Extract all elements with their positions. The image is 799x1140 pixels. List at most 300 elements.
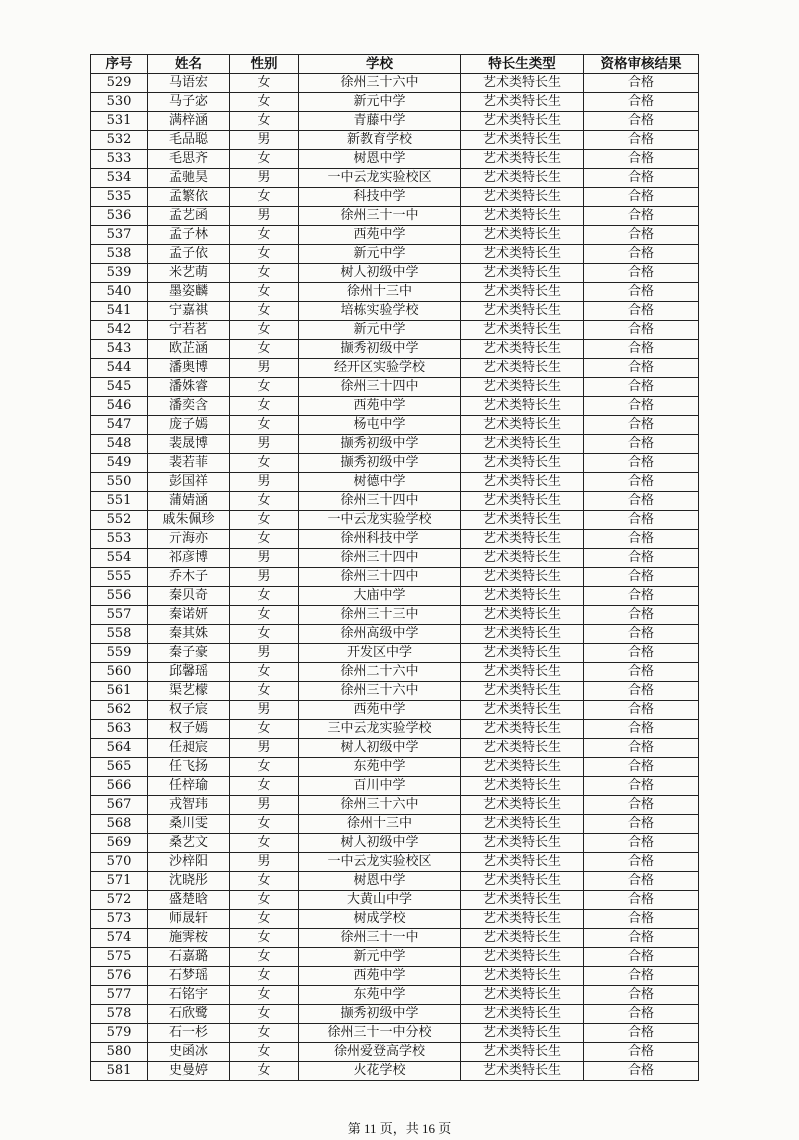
- cell-gender: 男: [230, 435, 299, 454]
- table-row: [91, 416, 699, 435]
- cell-gender: 女: [230, 454, 299, 473]
- cell-gender: 女: [230, 967, 299, 986]
- cell-school: 树人初级中学: [299, 739, 461, 758]
- cell-specialty-type: 艺术类特长生: [461, 853, 584, 872]
- table-row: [91, 359, 699, 378]
- cell-review-result: 合格: [584, 435, 699, 454]
- table-row: [91, 1024, 699, 1043]
- cell-school: 徐州十三中: [299, 283, 461, 302]
- cell-school: 徐州三十六中: [299, 796, 461, 815]
- cell-gender: 女: [230, 1005, 299, 1024]
- cell-name: 宁若茗: [148, 321, 230, 340]
- cell-review-result: 合格: [584, 625, 699, 644]
- table-row: [91, 93, 699, 112]
- cell-index: 535: [91, 188, 148, 207]
- cell-specialty-type: 艺术类特长生: [461, 929, 584, 948]
- cell-school: 开发区中学: [299, 644, 461, 663]
- cell-gender: 男: [230, 207, 299, 226]
- cell-specialty-type: 艺术类特长生: [461, 435, 584, 454]
- cell-index: 570: [91, 853, 148, 872]
- table-row: [91, 302, 699, 321]
- cell-name: 毛思齐: [148, 150, 230, 169]
- table-row: [91, 587, 699, 606]
- cell-specialty-type: 艺术类特长生: [461, 264, 584, 283]
- cell-school: 三中云龙实验学校: [299, 720, 461, 739]
- cell-gender: 女: [230, 872, 299, 891]
- cell-index: 552: [91, 511, 148, 530]
- cell-school: 西苑中学: [299, 226, 461, 245]
- header-school: 学校: [299, 55, 461, 74]
- cell-specialty-type: 艺术类特长生: [461, 131, 584, 150]
- cell-gender: 女: [230, 606, 299, 625]
- cell-specialty-type: 艺术类特长生: [461, 815, 584, 834]
- table-row: [91, 758, 699, 777]
- cell-specialty-type: 艺术类特长生: [461, 910, 584, 929]
- cell-specialty-type: 艺术类特长生: [461, 587, 584, 606]
- cell-gender: 女: [230, 321, 299, 340]
- cell-review-result: 合格: [584, 226, 699, 245]
- cell-index: 557: [91, 606, 148, 625]
- table-row: [91, 473, 699, 492]
- cell-specialty-type: 艺术类特长生: [461, 891, 584, 910]
- cell-school: 徐州三十一中: [299, 929, 461, 948]
- table-row: [91, 739, 699, 758]
- cell-name: 秦其姝: [148, 625, 230, 644]
- table-row: [91, 321, 699, 340]
- cell-gender: 女: [230, 1024, 299, 1043]
- cell-index: 565: [91, 758, 148, 777]
- table-row: [91, 929, 699, 948]
- table-row: [91, 207, 699, 226]
- cell-specialty-type: 艺术类特长生: [461, 644, 584, 663]
- cell-index: 534: [91, 169, 148, 188]
- cell-name: 桑艺文: [148, 834, 230, 853]
- table-row: [91, 188, 699, 207]
- cell-specialty-type: 艺术类特长生: [461, 492, 584, 511]
- cell-specialty-type: 艺术类特长生: [461, 1043, 584, 1062]
- cell-specialty-type: 艺术类特长生: [461, 625, 584, 644]
- table-row: [91, 834, 699, 853]
- cell-review-result: 合格: [584, 150, 699, 169]
- cell-specialty-type: 艺术类特长生: [461, 986, 584, 1005]
- cell-name: 孟繁依: [148, 188, 230, 207]
- cell-name: 石梦瑶: [148, 967, 230, 986]
- cell-review-result: 合格: [584, 644, 699, 663]
- header-specialty-type: 特长生类型: [461, 55, 584, 74]
- page-footer: 第 11 页，共 16 页: [347, 1121, 452, 1136]
- cell-review-result: 合格: [584, 967, 699, 986]
- cell-review-result: 合格: [584, 264, 699, 283]
- cell-review-result: 合格: [584, 739, 699, 758]
- cell-gender: 女: [230, 378, 299, 397]
- cell-specialty-type: 艺术类特长生: [461, 416, 584, 435]
- table-row: [91, 1062, 699, 1081]
- cell-specialty-type: 艺术类特长生: [461, 720, 584, 739]
- cell-index: 532: [91, 131, 148, 150]
- cell-review-result: 合格: [584, 682, 699, 701]
- cell-name: 满梓涵: [148, 112, 230, 131]
- cell-specialty-type: 艺术类特长生: [461, 834, 584, 853]
- cell-gender: 男: [230, 568, 299, 587]
- table-row: [91, 492, 699, 511]
- table-row: [91, 74, 699, 93]
- cell-school: 徐州高级中学: [299, 625, 461, 644]
- table-row: [91, 720, 699, 739]
- cell-specialty-type: 艺术类特长生: [461, 245, 584, 264]
- cell-gender: 女: [230, 530, 299, 549]
- cell-school: 大黄山中学: [299, 891, 461, 910]
- cell-name: 邱馨瑶: [148, 663, 230, 682]
- table-row: [91, 644, 699, 663]
- cell-name: 任梓瑜: [148, 777, 230, 796]
- cell-school: 西苑中学: [299, 967, 461, 986]
- cell-index: 529: [91, 74, 148, 93]
- table-row: [91, 606, 699, 625]
- cell-school: 撷秀初级中学: [299, 435, 461, 454]
- cell-name: 渠艺檬: [148, 682, 230, 701]
- cell-specialty-type: 艺术类特长生: [461, 359, 584, 378]
- cell-gender: 女: [230, 777, 299, 796]
- cell-review-result: 合格: [584, 1062, 699, 1081]
- cell-index: 580: [91, 1043, 148, 1062]
- cell-index: 543: [91, 340, 148, 359]
- header-index: 序号: [91, 55, 148, 74]
- cell-index: 547: [91, 416, 148, 435]
- cell-name: 祁彦博: [148, 549, 230, 568]
- cell-gender: 女: [230, 758, 299, 777]
- cell-name: 任昶宸: [148, 739, 230, 758]
- table-row: [91, 1005, 699, 1024]
- cell-gender: 女: [230, 340, 299, 359]
- cell-specialty-type: 艺术类特长生: [461, 378, 584, 397]
- cell-gender: 女: [230, 283, 299, 302]
- cell-specialty-type: 艺术类特长生: [461, 1024, 584, 1043]
- cell-review-result: 合格: [584, 758, 699, 777]
- table-row: [91, 663, 699, 682]
- cell-name: 彭国祥: [148, 473, 230, 492]
- table-row: [91, 283, 699, 302]
- cell-school: 树成学校: [299, 910, 461, 929]
- cell-school: 火花学校: [299, 1062, 461, 1081]
- table-row: [91, 530, 699, 549]
- cell-index: 545: [91, 378, 148, 397]
- cell-index: 576: [91, 967, 148, 986]
- cell-review-result: 合格: [584, 416, 699, 435]
- cell-school: 徐州三十六中: [299, 682, 461, 701]
- cell-name: 石欣鹭: [148, 1005, 230, 1024]
- cell-review-result: 合格: [584, 321, 699, 340]
- cell-name: 史函冰: [148, 1043, 230, 1062]
- cell-school: 大庙中学: [299, 587, 461, 606]
- cell-specialty-type: 艺术类特长生: [461, 682, 584, 701]
- cell-gender: 女: [230, 511, 299, 530]
- table-row: [91, 340, 699, 359]
- cell-name: 盛楚晗: [148, 891, 230, 910]
- cell-index: 571: [91, 872, 148, 891]
- cell-specialty-type: 艺术类特长生: [461, 207, 584, 226]
- cell-gender: 男: [230, 853, 299, 872]
- cell-name: 宁嘉祺: [148, 302, 230, 321]
- cell-name: 权子嫣: [148, 720, 230, 739]
- cell-name: 师晟轩: [148, 910, 230, 929]
- table-row: [91, 625, 699, 644]
- cell-index: 578: [91, 1005, 148, 1024]
- header-gender: 性别: [230, 55, 299, 74]
- cell-review-result: 合格: [584, 549, 699, 568]
- cell-index: 561: [91, 682, 148, 701]
- cell-gender: 女: [230, 891, 299, 910]
- cell-name: 石铭宇: [148, 986, 230, 1005]
- cell-specialty-type: 艺术类特长生: [461, 321, 584, 340]
- cell-gender: 女: [230, 74, 299, 93]
- cell-index: 567: [91, 796, 148, 815]
- cell-review-result: 合格: [584, 511, 699, 530]
- cell-index: 546: [91, 397, 148, 416]
- cell-specialty-type: 艺术类特长生: [461, 283, 584, 302]
- cell-school: 经开区实验学校: [299, 359, 461, 378]
- cell-specialty-type: 艺术类特长生: [461, 758, 584, 777]
- cell-name: 石一杉: [148, 1024, 230, 1043]
- cell-name: 秦诺妍: [148, 606, 230, 625]
- cell-name: 权子宸: [148, 701, 230, 720]
- cell-name: 墨姿麟: [148, 283, 230, 302]
- table-row: [91, 815, 699, 834]
- table-row: [91, 169, 699, 188]
- cell-review-result: 合格: [584, 283, 699, 302]
- cell-name: 孟子林: [148, 226, 230, 245]
- cell-gender: 女: [230, 150, 299, 169]
- cell-gender: 女: [230, 625, 299, 644]
- cell-gender: 女: [230, 986, 299, 1005]
- cell-school: 杨屯中学: [299, 416, 461, 435]
- cell-index: 564: [91, 739, 148, 758]
- cell-school: 新元中学: [299, 948, 461, 967]
- cell-specialty-type: 艺术类特长生: [461, 340, 584, 359]
- cell-review-result: 合格: [584, 853, 699, 872]
- cell-specialty-type: 艺术类特长生: [461, 226, 584, 245]
- cell-school: 树人初级中学: [299, 264, 461, 283]
- cell-specialty-type: 艺术类特长生: [461, 473, 584, 492]
- cell-school: 徐州三十一中: [299, 207, 461, 226]
- cell-gender: 女: [230, 834, 299, 853]
- table-row: [91, 112, 699, 131]
- cell-specialty-type: 艺术类特长生: [461, 796, 584, 815]
- cell-school: 新教育学校: [299, 131, 461, 150]
- cell-gender: 女: [230, 188, 299, 207]
- cell-name: 沙梓阳: [148, 853, 230, 872]
- cell-review-result: 合格: [584, 568, 699, 587]
- cell-index: 555: [91, 568, 148, 587]
- cell-index: 540: [91, 283, 148, 302]
- cell-school: 徐州十三中: [299, 815, 461, 834]
- cell-name: 毛品聪: [148, 131, 230, 150]
- cell-school: 一中云龙实验校区: [299, 853, 461, 872]
- table-row: [91, 682, 699, 701]
- cell-gender: 男: [230, 169, 299, 188]
- cell-index: 573: [91, 910, 148, 929]
- cell-school: 树德中学: [299, 473, 461, 492]
- cell-school: 培栋实验学校: [299, 302, 461, 321]
- table-row: [91, 264, 699, 283]
- cell-specialty-type: 艺术类特长生: [461, 397, 584, 416]
- cell-review-result: 合格: [584, 720, 699, 739]
- cell-school: 徐州科技中学: [299, 530, 461, 549]
- cell-specialty-type: 艺术类特长生: [461, 739, 584, 758]
- cell-index: 550: [91, 473, 148, 492]
- cell-index: 581: [91, 1062, 148, 1081]
- cell-school: 一中云龙实验校区: [299, 169, 461, 188]
- cell-review-result: 合格: [584, 872, 699, 891]
- cell-specialty-type: 艺术类特长生: [461, 1062, 584, 1081]
- cell-index: 577: [91, 986, 148, 1005]
- table-row: [91, 1043, 699, 1062]
- cell-school: 百川中学: [299, 777, 461, 796]
- cell-name: 庞子嫣: [148, 416, 230, 435]
- table-row: [91, 872, 699, 891]
- cell-index: 542: [91, 321, 148, 340]
- cell-name: 马语宏: [148, 74, 230, 93]
- cell-school: 徐州三十四中: [299, 568, 461, 587]
- cell-index: 563: [91, 720, 148, 739]
- cell-specialty-type: 艺术类特长生: [461, 169, 584, 188]
- cell-specialty-type: 艺术类特长生: [461, 967, 584, 986]
- cell-gender: 女: [230, 416, 299, 435]
- cell-index: 551: [91, 492, 148, 511]
- cell-school: 树恩中学: [299, 150, 461, 169]
- cell-gender: 女: [230, 492, 299, 511]
- cell-name: 蒲婧涵: [148, 492, 230, 511]
- table-row: [91, 454, 699, 473]
- cell-index: 579: [91, 1024, 148, 1043]
- cell-review-result: 合格: [584, 131, 699, 150]
- table-row: [91, 853, 699, 872]
- cell-gender: 女: [230, 929, 299, 948]
- cell-school: 新元中学: [299, 245, 461, 264]
- cell-gender: 女: [230, 910, 299, 929]
- cell-school: 新元中学: [299, 321, 461, 340]
- cell-index: 548: [91, 435, 148, 454]
- cell-name: 孟子依: [148, 245, 230, 264]
- table-header-row: [91, 55, 699, 74]
- cell-name: 施霁桉: [148, 929, 230, 948]
- cell-school: 一中云龙实验学校: [299, 511, 461, 530]
- cell-index: 569: [91, 834, 148, 853]
- cell-gender: 女: [230, 245, 299, 264]
- cell-name: 秦子豪: [148, 644, 230, 663]
- cell-specialty-type: 艺术类特长生: [461, 568, 584, 587]
- cell-index: 572: [91, 891, 148, 910]
- cell-review-result: 合格: [584, 378, 699, 397]
- cell-review-result: 合格: [584, 454, 699, 473]
- cell-school: 徐州三十四中: [299, 378, 461, 397]
- cell-index: 537: [91, 226, 148, 245]
- cell-specialty-type: 艺术类特长生: [461, 511, 584, 530]
- cell-specialty-type: 艺术类特长生: [461, 93, 584, 112]
- qualification-table: [90, 54, 699, 1081]
- table-row: [91, 226, 699, 245]
- cell-index: 533: [91, 150, 148, 169]
- cell-specialty-type: 艺术类特长生: [461, 701, 584, 720]
- cell-gender: 女: [230, 587, 299, 606]
- cell-gender: 女: [230, 1043, 299, 1062]
- cell-index: 566: [91, 777, 148, 796]
- cell-index: 574: [91, 929, 148, 948]
- cell-review-result: 合格: [584, 169, 699, 188]
- cell-school: 撷秀初级中学: [299, 454, 461, 473]
- cell-name: 桑川雯: [148, 815, 230, 834]
- cell-index: 575: [91, 948, 148, 967]
- cell-name: 石嘉璐: [148, 948, 230, 967]
- cell-school: 徐州二十六中: [299, 663, 461, 682]
- cell-review-result: 合格: [584, 492, 699, 511]
- cell-school: 树恩中学: [299, 872, 461, 891]
- cell-index: 536: [91, 207, 148, 226]
- cell-school: 撷秀初级中学: [299, 1005, 461, 1024]
- cell-review-result: 合格: [584, 207, 699, 226]
- cell-name: 亓海亦: [148, 530, 230, 549]
- cell-specialty-type: 艺术类特长生: [461, 777, 584, 796]
- cell-name: 潘姝睿: [148, 378, 230, 397]
- cell-review-result: 合格: [584, 473, 699, 492]
- cell-index: 568: [91, 815, 148, 834]
- table-row: [91, 150, 699, 169]
- cell-review-result: 合格: [584, 986, 699, 1005]
- cell-index: 544: [91, 359, 148, 378]
- cell-specialty-type: 艺术类特长生: [461, 188, 584, 207]
- cell-review-result: 合格: [584, 777, 699, 796]
- cell-school: 东苑中学: [299, 758, 461, 777]
- table-row: [91, 948, 699, 967]
- cell-name: 马子宓: [148, 93, 230, 112]
- cell-gender: 男: [230, 644, 299, 663]
- cell-review-result: 合格: [584, 606, 699, 625]
- table-row: [91, 435, 699, 454]
- cell-review-result: 合格: [584, 701, 699, 720]
- cell-review-result: 合格: [584, 74, 699, 93]
- cell-name: 乔木子: [148, 568, 230, 587]
- cell-review-result: 合格: [584, 1043, 699, 1062]
- cell-index: 556: [91, 587, 148, 606]
- cell-index: 539: [91, 264, 148, 283]
- cell-review-result: 合格: [584, 910, 699, 929]
- cell-review-result: 合格: [584, 948, 699, 967]
- cell-review-result: 合格: [584, 815, 699, 834]
- table-row: [91, 891, 699, 910]
- cell-name: 孟驰昊: [148, 169, 230, 188]
- cell-specialty-type: 艺术类特长生: [461, 530, 584, 549]
- cell-review-result: 合格: [584, 302, 699, 321]
- cell-specialty-type: 艺术类特长生: [461, 454, 584, 473]
- cell-index: 530: [91, 93, 148, 112]
- cell-gender: 女: [230, 815, 299, 834]
- table-row: [91, 967, 699, 986]
- cell-name: 裴晟博: [148, 435, 230, 454]
- cell-specialty-type: 艺术类特长生: [461, 549, 584, 568]
- cell-name: 沈晓彤: [148, 872, 230, 891]
- cell-school: 徐州三十一中分校: [299, 1024, 461, 1043]
- cell-index: 553: [91, 530, 148, 549]
- cell-school: 徐州爱登高学校: [299, 1043, 461, 1062]
- cell-gender: 女: [230, 112, 299, 131]
- cell-review-result: 合格: [584, 93, 699, 112]
- cell-review-result: 合格: [584, 245, 699, 264]
- cell-specialty-type: 艺术类特长生: [461, 150, 584, 169]
- cell-gender: 男: [230, 359, 299, 378]
- cell-school: 西苑中学: [299, 701, 461, 720]
- cell-specialty-type: 艺术类特长生: [461, 112, 584, 131]
- cell-index: 559: [91, 644, 148, 663]
- cell-school: 科技中学: [299, 188, 461, 207]
